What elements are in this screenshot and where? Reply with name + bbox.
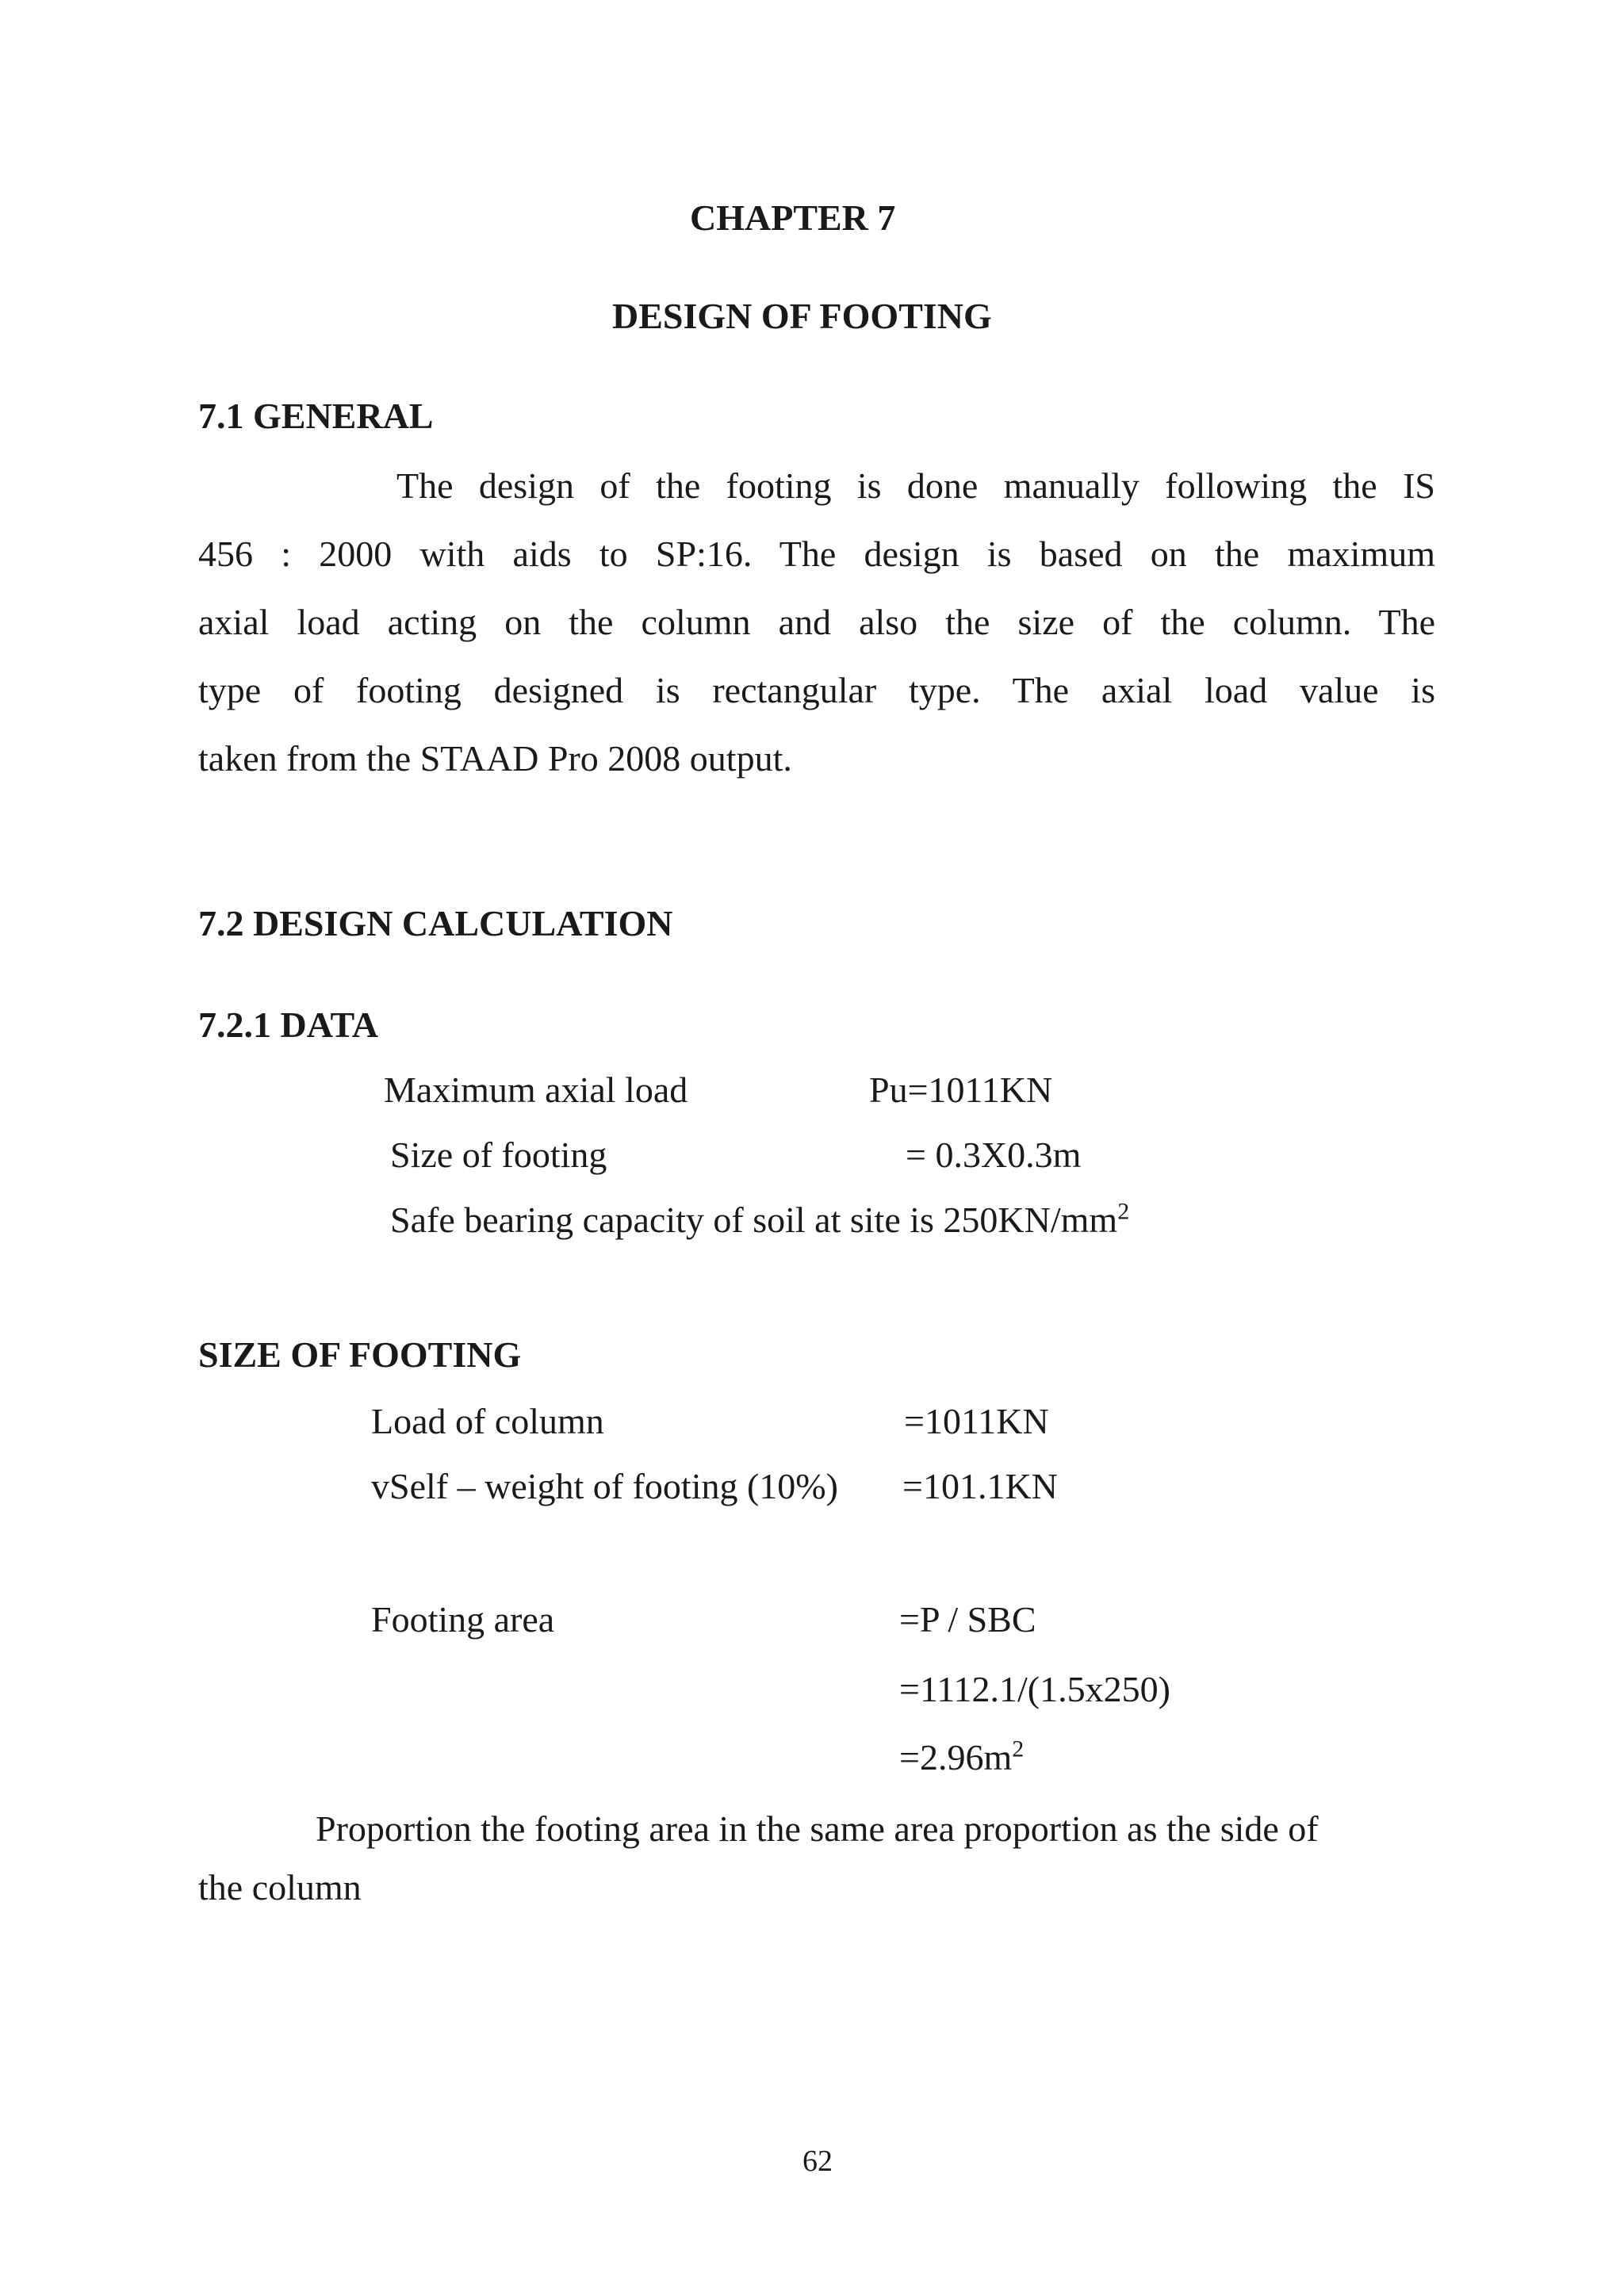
section-heading-general: 7.1 GENERAL	[198, 396, 434, 436]
data-label-axial-load: Maximum axial load	[384, 1070, 688, 1110]
footing-area-step-result	[899, 1736, 1024, 1778]
data-value-axial-load: Pu=1011KN	[869, 1070, 1053, 1110]
paragraph-line: axial load acting on the column and also the size of the column. The	[198, 602, 1435, 642]
chapter-title: DESIGN OF FOOTING	[612, 296, 992, 336]
footing-area-step-formula: =P / SBC	[899, 1599, 1036, 1640]
paragraph-line: 456 : 2000 with aids to SP:16. The design is based on the maximum	[198, 534, 1435, 574]
subsection-heading-data: 7.2.1 DATA	[198, 1004, 379, 1045]
section-heading-size-of-footing: SIZE OF FOOTING	[198, 1334, 522, 1375]
paragraph-line: type of footing designed is rectangular type. The axial load value is	[198, 670, 1435, 710]
footing-area-step-substitution: =1112.1/(1.5x250)	[899, 1669, 1170, 1709]
paragraph-line: The design of the footing is done manually following the IS	[396, 465, 1435, 506]
chapter-number: CHAPTER 7	[690, 197, 896, 238]
section-heading-design-calculation: 7.2 DESIGN CALCULATION	[198, 903, 673, 943]
data-safe-bearing-capacity	[390, 1199, 1129, 1241]
proportion-line-1: Proportion the footing area in the same area proportion as the side of	[316, 1808, 1319, 1849]
data-label-footing-size: Size of footing	[390, 1135, 607, 1175]
general-paragraph	[198, 452, 1435, 793]
data-value-footing-size: = 0.3X0.3m	[906, 1135, 1082, 1175]
area-result-superscript: 2	[1012, 1735, 1025, 1762]
label-footing-area: Footing area	[371, 1599, 555, 1640]
sbc-text: Safe bearing capacity of soil at site is 250KN/mm	[390, 1200, 1118, 1240]
area-result-text: =2.96m	[899, 1737, 1013, 1777]
label-load-of-column: Load of column	[371, 1401, 604, 1441]
sbc-superscript: 2	[1117, 1198, 1130, 1225]
value-load-of-column: =1011KN	[904, 1401, 1049, 1441]
page-number: 62	[802, 2145, 833, 2178]
paragraph-line: taken from the STAAD Pro 2008 output.	[198, 738, 792, 779]
label-self-weight: vSelf – weight of footing (10%)	[371, 1466, 838, 1506]
value-self-weight: =101.1KN	[902, 1466, 1058, 1506]
proportion-line-2: the column	[198, 1867, 362, 1908]
